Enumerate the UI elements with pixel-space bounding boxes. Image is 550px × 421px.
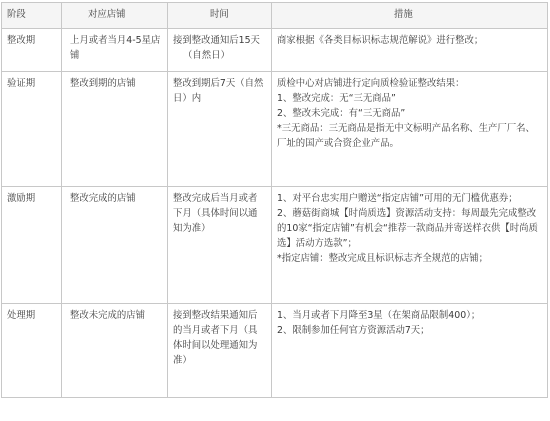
time-line: 接到整改结果通知后 (173, 310, 258, 321)
time-line: 知为准） (173, 223, 211, 234)
shop-cell (62, 72, 168, 187)
stage-cell (2, 72, 62, 187)
measure-line: 1、整改完成：无“三无商品” (277, 93, 396, 104)
time-cell (168, 29, 272, 72)
time-line: 接到整改通知后15天 (173, 35, 260, 46)
shop-cell (62, 187, 168, 304)
measure-line: 质检中心对店铺进行定向质检验证整改结果： (277, 78, 465, 89)
stage-label: 整改期 (7, 35, 36, 46)
measure-line: 商家根据《各类目标识标志规范解说》进行整改； (277, 35, 484, 46)
time-line: 下月（具体时间以通 (173, 208, 258, 219)
stage-label: 激励期 (7, 193, 36, 204)
time-line: 体时间以处理通知为 (173, 340, 258, 351)
shop-line: 整改到期的店铺 (70, 78, 136, 89)
stage-label: 处理期 (7, 310, 36, 321)
time-line: 整改到期后7天（自然 (173, 78, 264, 89)
shop-line: 整改未完成的店铺 (70, 310, 146, 321)
time-cell (168, 72, 272, 187)
shop-line: 铺 (70, 50, 80, 61)
measures-table (1, 2, 548, 398)
measure-line: 1、当月或者下月降至3星（在架商品限制400）； (277, 310, 481, 321)
table-header-row (2, 3, 548, 29)
measure-line: 2、蘑菇街商城【时尚质选】资源活动支持：每周最先完成整改的10家“指定店铺”有机会“推荐一款商品并寄送样衣供【时尚质选】活动方选款”； (277, 208, 538, 249)
measure-line: *指定店铺：整改完成且标识标志齐全规范的店铺； (277, 253, 488, 264)
time-cell (168, 187, 272, 304)
stage-label: 验证期 (7, 78, 36, 89)
time-line: 准） (173, 355, 192, 366)
measures-cell (272, 304, 548, 398)
stage-cell (2, 304, 62, 398)
shop-line: 上月或者当月4-5星店 (70, 35, 161, 46)
table-row (2, 72, 548, 187)
table-row (2, 187, 548, 304)
measures-cell (272, 187, 548, 304)
time-line: 整改完成后当月或者 (173, 193, 258, 204)
header-stage: 阶段 (2, 3, 62, 29)
header-time: 时间 (168, 3, 272, 29)
measures-cell (272, 72, 548, 187)
shop-cell (62, 304, 168, 398)
measure-line: 1、对平台忠实用户赠送“指定店铺”可用的无门槛优惠券； (277, 193, 518, 204)
time-line: 日）内 (173, 93, 202, 104)
time-cell (168, 304, 272, 398)
measure-line: 2、限制参加任何官方资源活动7天； (277, 325, 430, 336)
stage-cell (2, 29, 62, 72)
measures-cell (272, 29, 548, 72)
time-line: 的当月或者下月（具 (173, 325, 258, 336)
shop-cell (62, 29, 168, 72)
table-row (2, 304, 548, 398)
header-shop: 对应店铺 (62, 3, 168, 29)
measure-line: *三无商品：三无商品是指无中文标明产品名称、生产厂厂名、厂址的国产或合资企业产品。 (277, 123, 535, 149)
time-line: （自然日） (183, 50, 230, 61)
measure-line: 2、整改未完成：有“三无商品” (277, 108, 406, 119)
header-measures: 措施 (272, 3, 548, 29)
table-row (2, 29, 548, 72)
shop-line: 整改完成的店铺 (70, 193, 136, 204)
stage-cell (2, 187, 62, 304)
